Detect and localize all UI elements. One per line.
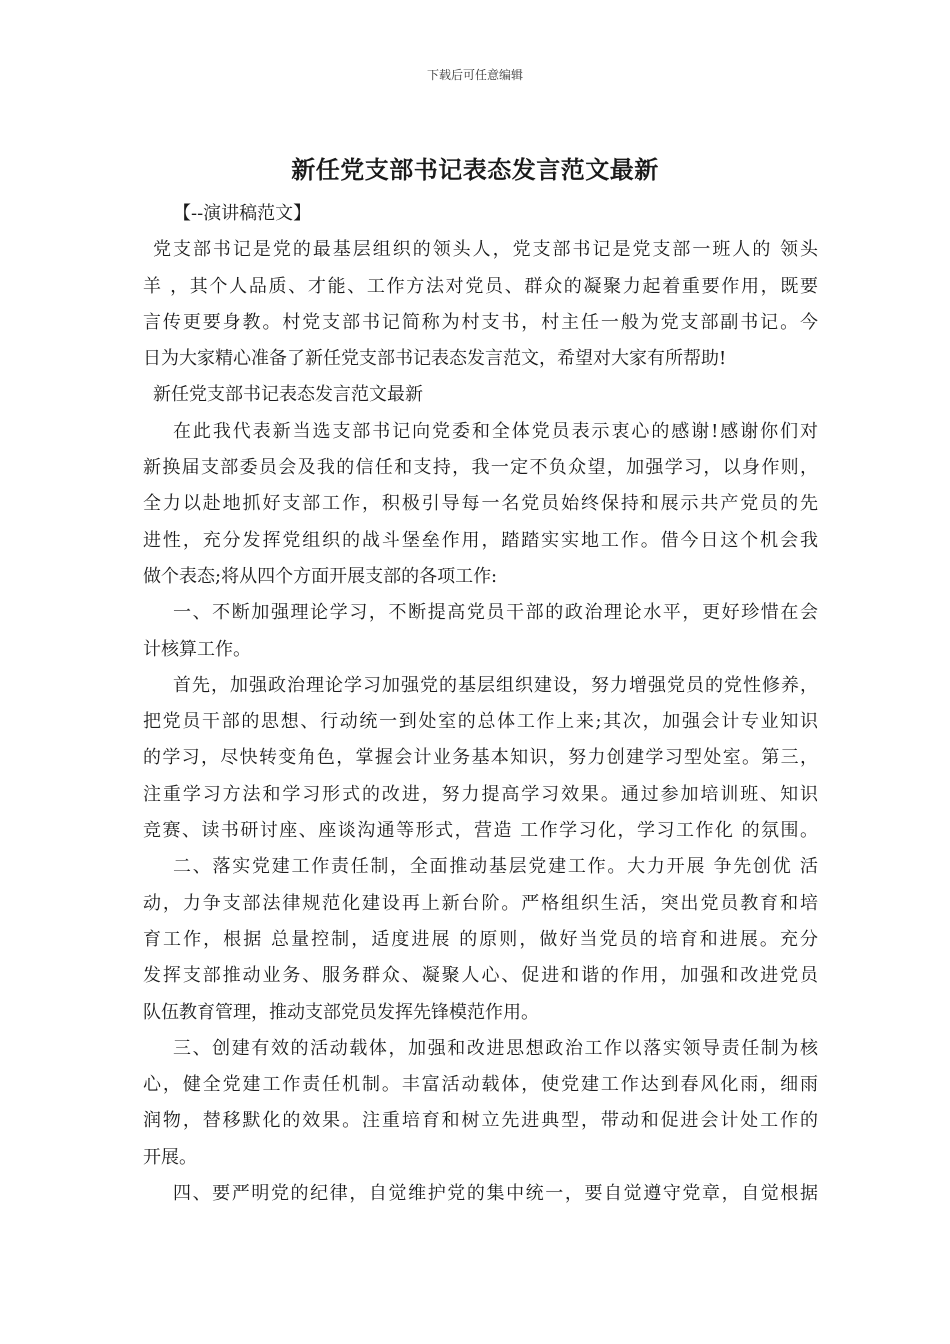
document-title: 新任党支部书记表态发言范文最新 (291, 155, 659, 184)
text-line: 日为大家精心准备了新任党支部书记表态发言范文，希望对大家有所帮助! (143, 348, 727, 370)
document-body (143, 196, 818, 1212)
text-line: 计核算工作。 (143, 638, 251, 660)
text-line: 二、落实党建工作责任制，全面推动基层党建工作。大力开展 争先创优 活 (173, 856, 818, 878)
text-line: 开展。 (143, 1146, 197, 1168)
text-line: 一、不断加强理论学习，不断提高党员干部的政治理论水平，更好珍惜在会 (173, 602, 818, 624)
text-line: 新换届支部委员会及我的信任和支持，我一定不负众望，加强学习，以身作则， (143, 457, 818, 479)
text-line: 进性，充分发挥党组织的战斗堡垒作用，踏踏实实地工作。借今日这个机会我 (143, 529, 818, 551)
text-line: 【--演讲稿范文】 (173, 203, 312, 224)
text-line: 首先，加强政治理论学习加强党的基层组织建设，努力增强党员的党性修养， (173, 674, 818, 696)
header-note: 下载后可任意编辑 (426, 68, 523, 82)
text-line: 的学习，尽快转变角色，掌握会计业务基本知识，努力创建学习型处室。第三， (143, 747, 818, 769)
text-line: 发挥支部推动业务、服务群众、凝聚人心、促进和谐的作用，加强和改进党员 (143, 965, 818, 987)
text-line: 心，健全党建工作责任机制。丰富活动载体，使党建工作达到春风化雨，细雨 (143, 1074, 818, 1096)
text-line: 在此我代表新当选支部书记向党委和全体党员表示衷心的感谢!感谢你们对 (173, 420, 818, 442)
text-line: 新任党支部书记表态发言范文最新 (153, 384, 423, 406)
text-line: 动，力争支部法律规范化建设再上新台阶。严格组织生活，突出党员教育和培 (143, 892, 818, 914)
text-line: 四、要严明党的纪律，自觉维护党的集中统一，要自觉遵守党章，自觉根据 (173, 1183, 818, 1205)
text-line: 育工作，根据 总量控制，适度进展 的原则，做好当党员的培育和进展。充分 (143, 928, 818, 950)
text-line: 竞赛、读书研讨座、座谈沟通等形式，营造 工作学习化，学习工作化 的氛围。 (143, 820, 818, 842)
text-line: 润物，替移默化的效果。注重培育和树立先进典型，带动和促进会计处工作的 (143, 1110, 818, 1132)
text-line: 三、创建有效的活动载体，加强和改进思想政治工作以落实领导责任制为核 (173, 1037, 818, 1059)
text-line: 全力以赴地抓好支部工作，积极引导每一名党员始终保持和展示共产党员的先 (143, 493, 818, 515)
text-line: 做个表态;将从四个方面开展支部的各项工作: (143, 565, 498, 587)
text-line: 把党员干部的思想、行动统一到处室的总体工作上来;其次，加强会计专业知识 (143, 711, 818, 733)
text-line: 注重学习方法和学习形式的改进，努力提高学习效果。通过参加培训班、知识 (143, 783, 818, 805)
text-line: 羊 ，其个人品质、才能、工作方法对党员、群众的凝聚力起着重要作用，既要 (143, 275, 818, 297)
text-line: 党支部书记是党的最基层组织的领头人，党支部书记是党支部一班人的 领头 (153, 239, 818, 261)
text-line: 队伍教育管理，推动支部党员发挥先锋模范作用。 (143, 1001, 539, 1023)
text-line: 言传更要身教。村党支部书记简称为村支书，村主任一般为党支部副书记。今 (143, 311, 818, 333)
